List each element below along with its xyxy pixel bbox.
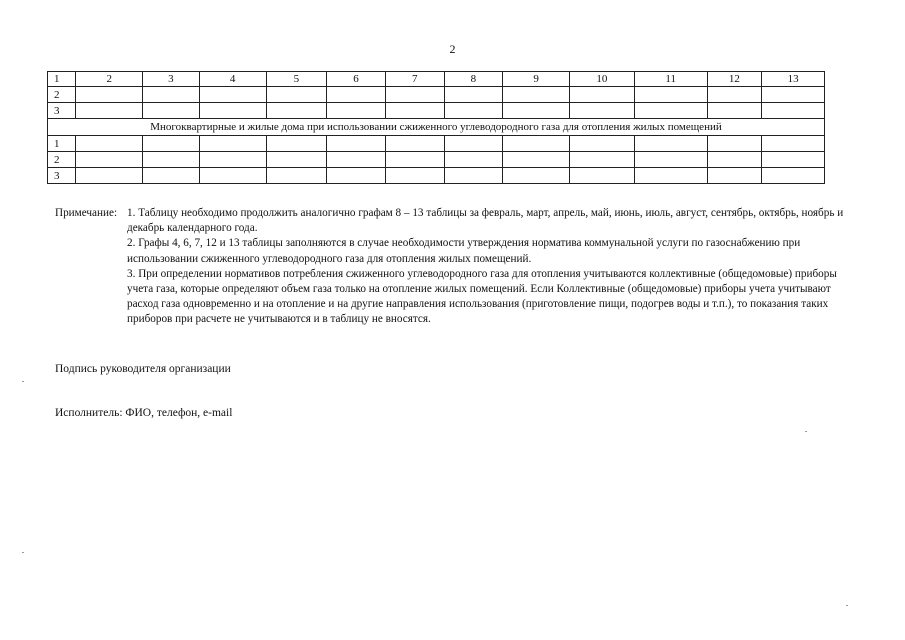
- table-cell: [570, 152, 635, 168]
- column-header: 11: [634, 72, 707, 87]
- table-cell: [199, 152, 266, 168]
- notes-block: [55, 206, 845, 328]
- table-cell: [143, 152, 200, 168]
- table-cell: [143, 103, 200, 119]
- table-row: [48, 103, 825, 119]
- table-row: [48, 87, 825, 103]
- row-number: 2: [48, 87, 76, 103]
- table-cell: [444, 136, 503, 152]
- scan-speck: [22, 552, 24, 553]
- table-cell: [444, 152, 503, 168]
- column-header: 5: [266, 72, 327, 87]
- table-cell: [762, 87, 825, 103]
- table-cell: [444, 168, 503, 184]
- executor-line: Исполнитель: ФИО, телефон, e-mail: [55, 407, 233, 419]
- table-cell: [503, 87, 570, 103]
- table-cell: [76, 136, 143, 152]
- note-item-3: 3. При определении нормативов потребления сжиженного углеводородного газа для отопления учитываются коллективные (общедомовые) приборы учета газа, которые определяют объем газа только на отопление жилых помещений. Если Коллективные (общедомовые) приборы учета учитывают расход газа одновременно и на отопление и на другие направления использования (приготовление пищи, подогрев воды и т.п.), то показания таких приборов при расчете не учитываются и в таблицу не вносятся.: [127, 267, 837, 326]
- table-cell: [503, 152, 570, 168]
- table-cell: [634, 87, 707, 103]
- section-row: [48, 119, 825, 136]
- table-cell: [444, 87, 503, 103]
- table-cell: [570, 87, 635, 103]
- table-cell: [385, 168, 444, 184]
- column-header: 3: [143, 72, 200, 87]
- table-cell: [707, 103, 762, 119]
- column-header: 10: [570, 72, 635, 87]
- table-cell: [327, 103, 386, 119]
- table-row: [48, 136, 825, 152]
- table-cell: [634, 168, 707, 184]
- table-row: [48, 168, 825, 184]
- table-cell: [634, 136, 707, 152]
- table-cell: [143, 87, 200, 103]
- notes-label: Примечание:: [55, 207, 118, 219]
- table-cell: [762, 103, 825, 119]
- table-cell: [76, 168, 143, 184]
- table-cell: [266, 87, 327, 103]
- table-cell: [385, 136, 444, 152]
- table-cell: [444, 103, 503, 119]
- column-header: 9: [503, 72, 570, 87]
- table-cell: [143, 168, 200, 184]
- table-cell: [503, 136, 570, 152]
- scan-speck: [22, 381, 24, 382]
- column-header: 4: [199, 72, 266, 87]
- column-header: 1: [48, 72, 76, 87]
- table-cell: [266, 168, 327, 184]
- table-cell: [570, 168, 635, 184]
- signature-line: Подпись руководителя организации: [55, 363, 231, 375]
- table-cell: [707, 168, 762, 184]
- scan-speck: [805, 431, 807, 432]
- column-header: 13: [762, 72, 825, 87]
- table-cell: [266, 152, 327, 168]
- table-cell: [76, 87, 143, 103]
- scan-speck: [846, 605, 848, 606]
- table-cell: [199, 168, 266, 184]
- table-cell: [76, 152, 143, 168]
- table-cell: [707, 87, 762, 103]
- table-header-row: [48, 72, 825, 87]
- table-cell: [707, 136, 762, 152]
- column-header: 2: [76, 72, 143, 87]
- row-number: 3: [48, 103, 76, 119]
- table-cell: [199, 103, 266, 119]
- page-number: 2: [449, 42, 456, 56]
- table-cell: [143, 136, 200, 152]
- table-cell: [266, 136, 327, 152]
- table-cell: [762, 136, 825, 152]
- table-cell: [634, 152, 707, 168]
- column-header: 8: [444, 72, 503, 87]
- note-item-2: 2. Графы 4, 6, 7, 12 и 13 таблицы заполняются в случае необходимости утверждения норматива коммунальной услуги по газоснабжению при использовании сжиженного углеводородного газа для отопления жилых помещений.: [127, 237, 801, 265]
- table-cell: [762, 168, 825, 184]
- table-cell: [266, 103, 327, 119]
- table-cell: [199, 136, 266, 152]
- table-cell: [385, 87, 444, 103]
- note-item-1: 1. Таблицу необходимо продолжить аналогично графам 8 – 13 таблицы за февраль, март, апрель, май, июнь, июль, август, сентябрь, октябрь, ноябрь и декабрь календарного года.: [127, 207, 844, 235]
- column-header: 7: [385, 72, 444, 87]
- table-cell: [385, 103, 444, 119]
- table-cell: [327, 136, 386, 152]
- table-cell: [570, 136, 635, 152]
- table-cell: [762, 152, 825, 168]
- table-cell: [503, 103, 570, 119]
- table-cell: [327, 168, 386, 184]
- column-header: 6: [327, 72, 386, 87]
- row-number: 3: [48, 168, 76, 184]
- table-cell: [385, 152, 444, 168]
- table-cell: [707, 152, 762, 168]
- table-row: [48, 152, 825, 168]
- table-cell: [503, 168, 570, 184]
- table-cell: [634, 103, 707, 119]
- row-number: 1: [48, 136, 76, 152]
- table-cell: [327, 152, 386, 168]
- table-cell: [76, 103, 143, 119]
- row-number: 2: [48, 152, 76, 168]
- table-cell: [327, 87, 386, 103]
- data-table: [47, 71, 825, 184]
- table-cell: [199, 87, 266, 103]
- table-cell: [570, 103, 635, 119]
- section-title: Многоквартирные и жилые дома при использовании сжиженного углеводородного газа для отопления жилых помещений: [48, 119, 825, 136]
- column-header: 12: [707, 72, 762, 87]
